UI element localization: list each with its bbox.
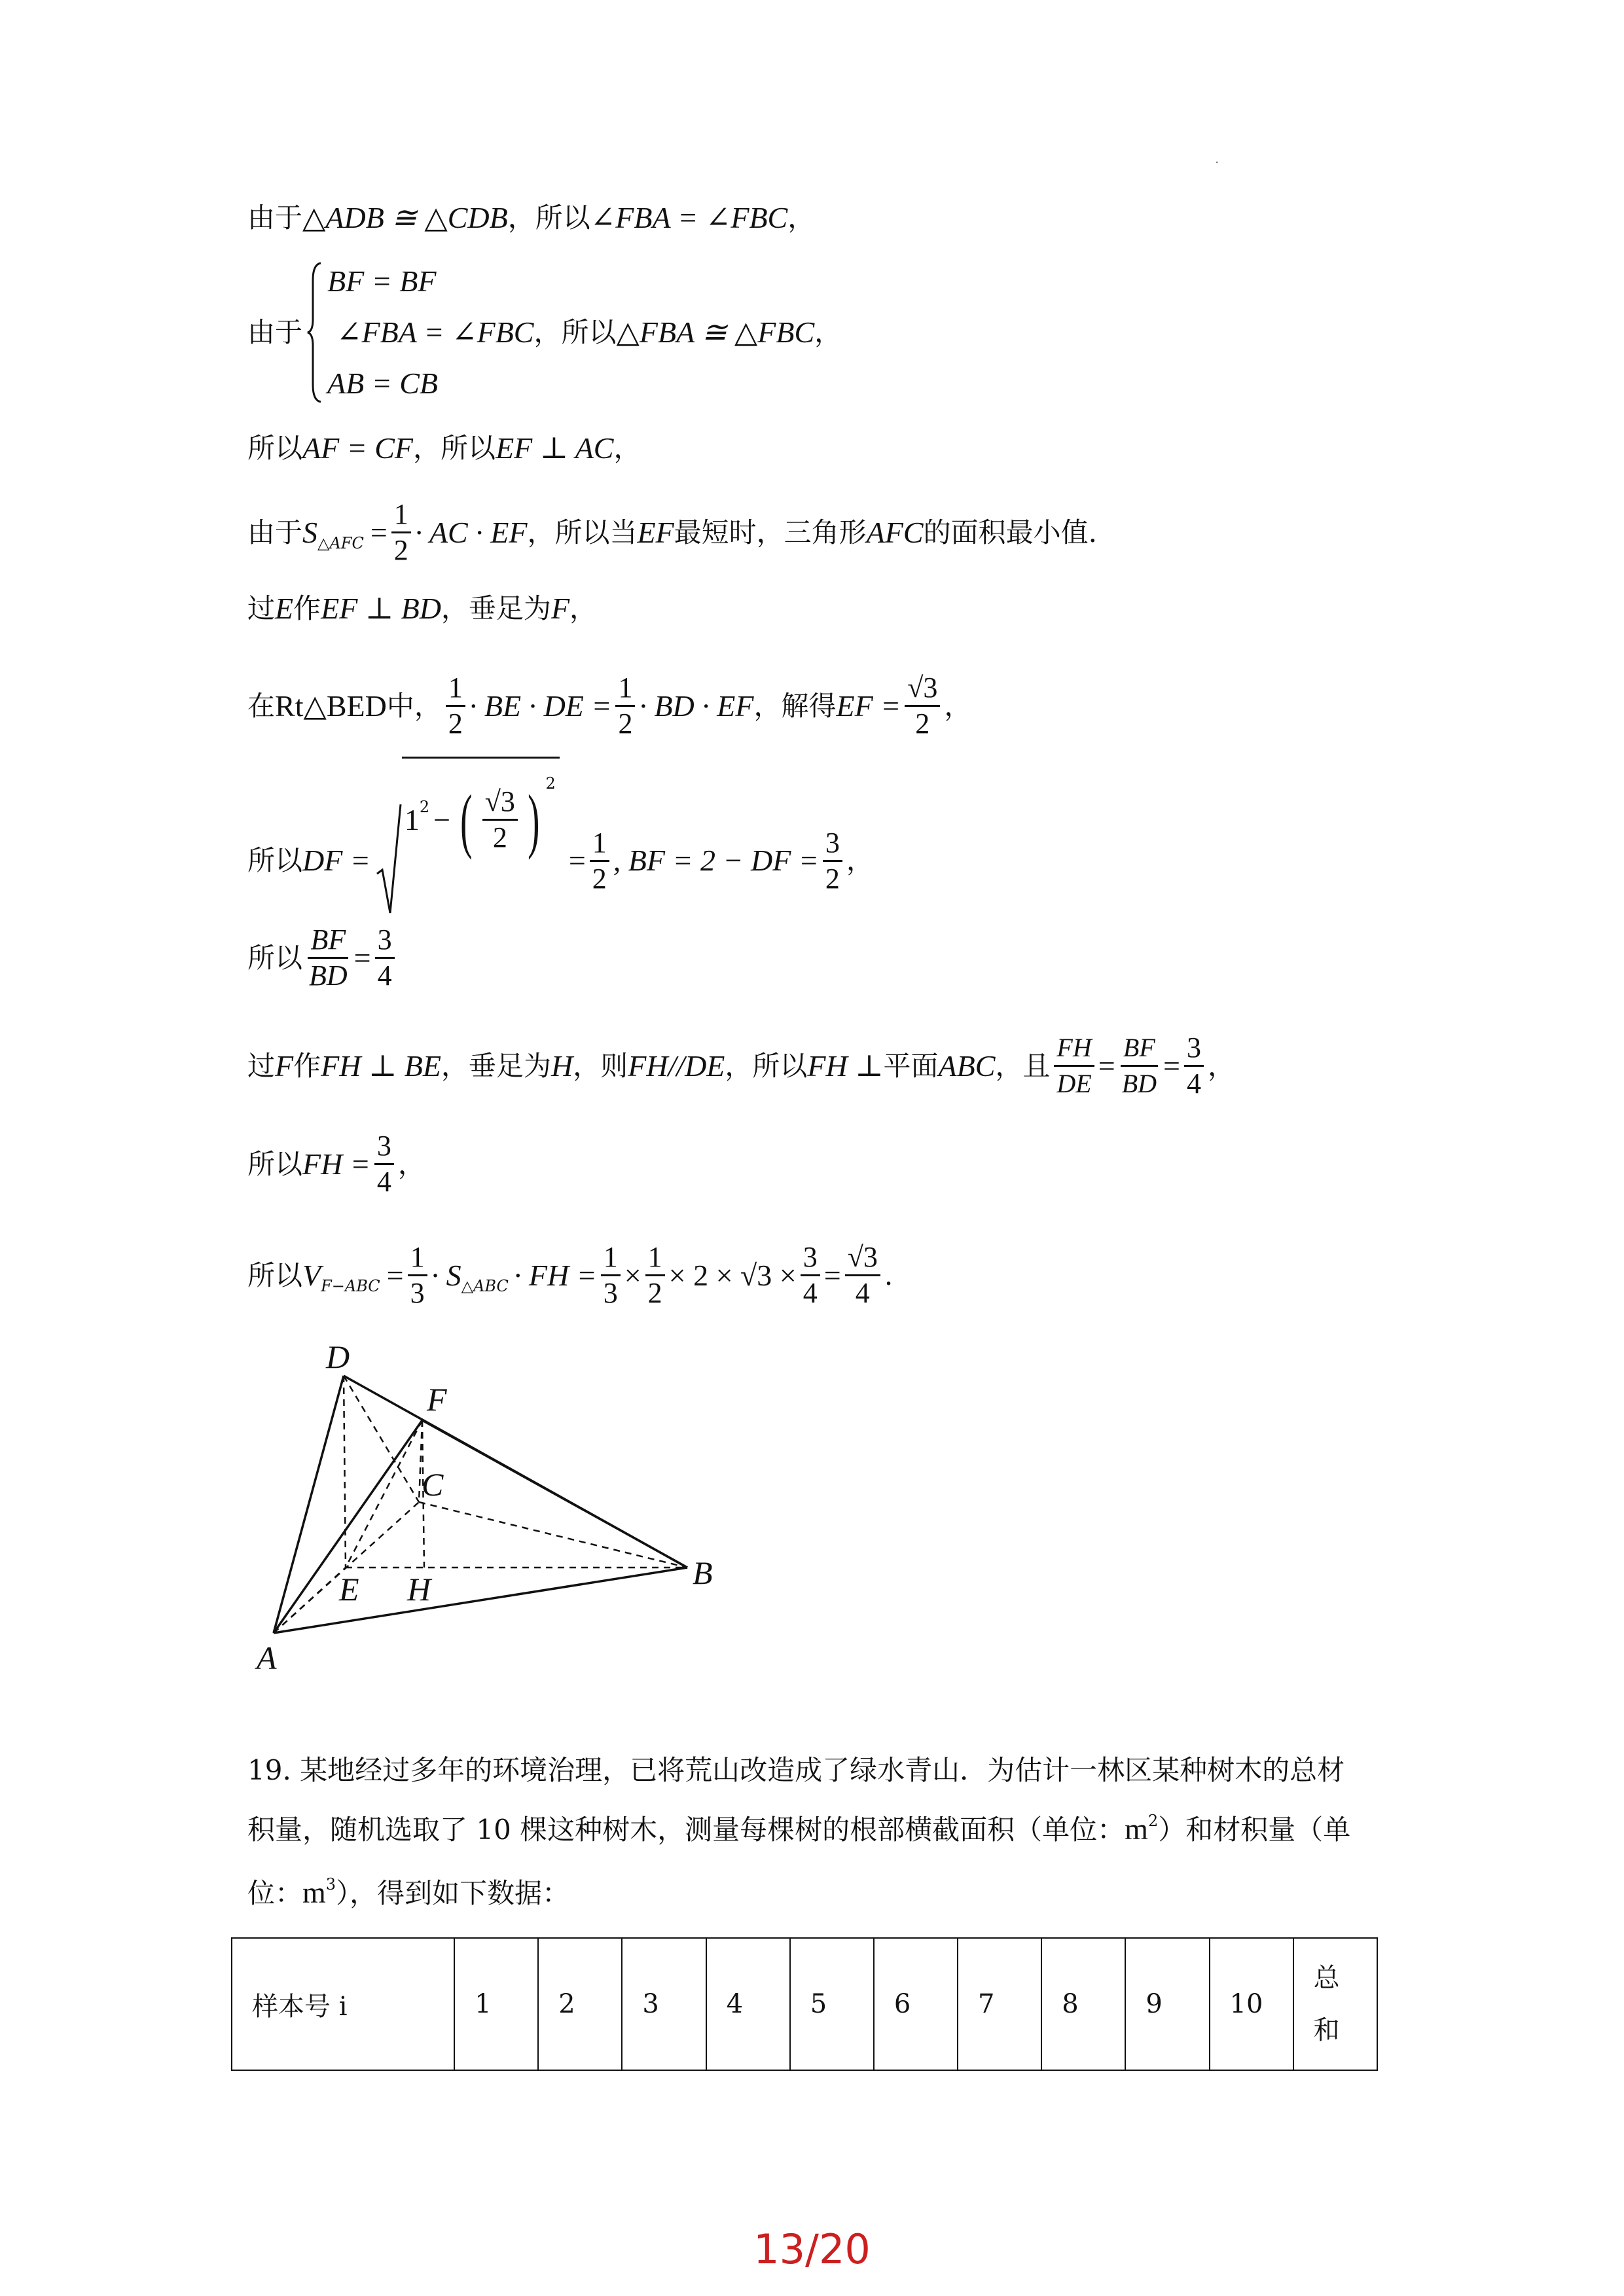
col-cell: 8	[1041, 1938, 1125, 2070]
numerator: 3	[374, 1129, 394, 1165]
fraction	[645, 1240, 665, 1310]
fraction	[1184, 1031, 1204, 1101]
text: .	[884, 1259, 893, 1291]
fraction	[823, 826, 842, 896]
math: H	[550, 1049, 573, 1083]
numerator: BF	[308, 923, 348, 959]
problem-line-3	[247, 1863, 1399, 1927]
fraction	[374, 1129, 394, 1199]
data-table	[231, 1937, 1378, 2071]
denominator: BD	[309, 960, 348, 992]
math: · S	[431, 1258, 461, 1292]
math: · BE · DE =	[469, 689, 612, 723]
fraction	[408, 1240, 427, 1310]
superscript: 2	[1147, 1812, 1159, 1830]
denominator: 2	[618, 708, 633, 740]
math: FH ⊥ BE	[321, 1049, 441, 1083]
text: ，垂足为	[441, 1049, 551, 1082]
text: ，垂足为	[441, 592, 551, 624]
math: =	[386, 1258, 404, 1292]
math: AF = CF	[302, 431, 414, 465]
line-congruence-1	[247, 198, 815, 238]
radicand	[402, 757, 560, 872]
line-df	[247, 774, 874, 920]
numerator: 1	[408, 1240, 427, 1276]
text: 中，	[386, 689, 442, 722]
total-cell	[1293, 1938, 1377, 2070]
denominator: 2	[448, 708, 463, 740]
label-b: B	[693, 1554, 713, 1591]
denominator: 3	[410, 1277, 425, 1309]
math: · AC · EF	[414, 515, 528, 549]
math: FH =	[302, 1147, 370, 1181]
denominator: 2	[825, 862, 840, 895]
text: ，	[569, 592, 598, 624]
math: EF ⊥ BD	[321, 592, 441, 625]
tetrahedron-figure	[242, 1322, 740, 1689]
denominator: 4	[803, 1277, 818, 1309]
numerator: √3	[482, 785, 518, 821]
text: ，所以	[533, 316, 617, 348]
text: ，所以	[413, 432, 496, 464]
line-bf-bd	[247, 923, 399, 993]
text: ，所以	[507, 202, 590, 234]
corner-dot: .	[1215, 151, 1219, 166]
numerator: √3	[905, 671, 940, 707]
label-c: C	[422, 1466, 444, 1503]
math: DF =	[302, 844, 370, 877]
math: EF ⊥ AC	[496, 431, 614, 465]
math: · FH =	[513, 1258, 597, 1292]
fraction	[446, 671, 465, 741]
math: EF	[637, 515, 674, 549]
system-row-1	[327, 262, 436, 301]
fraction	[482, 785, 518, 855]
text: ，所以当	[527, 516, 638, 548]
col-cell: 9	[1125, 1938, 1209, 2070]
text: ，	[397, 1147, 425, 1180]
math: △ADB ≅ △CDB	[302, 201, 508, 234]
numerator: 1	[645, 1240, 665, 1276]
math: , BF = 2 − DF =	[613, 844, 819, 877]
math: =	[370, 515, 388, 549]
line-volume	[247, 1240, 893, 1310]
text: 所以	[247, 941, 303, 974]
problem-line-2	[247, 1800, 1399, 1863]
math: F	[550, 592, 570, 625]
math: FH//DE	[628, 1049, 725, 1083]
text: ，	[814, 316, 842, 348]
fraction	[375, 923, 395, 993]
col-cell: 3	[622, 1938, 706, 2070]
system-row-3	[327, 364, 438, 403]
col-cell: 7	[958, 1938, 1041, 2070]
numerator: 3	[823, 826, 842, 862]
text: 过	[247, 1049, 276, 1082]
math: ×	[624, 1258, 641, 1292]
math: =	[353, 941, 371, 975]
edge-fe	[346, 1420, 422, 1568]
table-row	[232, 1938, 1377, 2070]
line-fh-value	[247, 1129, 425, 1199]
text: ，	[846, 844, 874, 876]
math: −	[433, 802, 451, 836]
sqrt-sign	[376, 802, 402, 920]
text: 在	[247, 689, 276, 722]
denominator: 4	[377, 960, 392, 992]
math: ∠FBA = ∠FBC	[590, 201, 788, 234]
unit: m	[302, 1876, 326, 1909]
header-cell: 样本号 i	[232, 1938, 454, 2070]
line-area	[247, 497, 1097, 567]
fraction	[391, 497, 411, 567]
numerator: 1	[601, 1240, 621, 1276]
text: ，	[944, 689, 972, 722]
denominator: 2	[592, 862, 607, 895]
left-brace	[306, 260, 326, 404]
text: 作	[293, 1049, 321, 1082]
label-a: A	[257, 1640, 277, 1676]
text: ），得到如下数据：	[336, 1877, 570, 1909]
text: ，则	[573, 1049, 628, 1082]
col-cell: 1	[454, 1938, 538, 2070]
line-rt-triangle	[247, 671, 971, 741]
numerator: 3	[801, 1240, 820, 1276]
math: BF = BF	[327, 264, 437, 298]
numerator: 1	[615, 671, 635, 707]
math: =	[568, 844, 586, 877]
edge-de	[344, 1376, 346, 1568]
right-paren: )	[528, 780, 540, 860]
system-row-2	[247, 313, 842, 352]
text: ，解得	[753, 689, 837, 722]
fraction	[905, 671, 940, 741]
math: EF =	[836, 689, 901, 723]
total-label-2: 和	[1313, 2015, 1340, 2045]
text: ，	[787, 202, 816, 234]
text: ）和材积量（单	[1158, 1814, 1351, 1846]
denominator: 3	[603, 1277, 618, 1309]
math: AFC	[866, 515, 924, 549]
math: =	[1098, 1049, 1115, 1083]
label-e: E	[339, 1571, 359, 1607]
math: AB = CB	[327, 367, 439, 400]
math: E	[275, 592, 294, 625]
text: 所以	[247, 1147, 303, 1180]
col-cell: 5	[790, 1938, 874, 2070]
col-cell: 4	[706, 1938, 790, 2070]
denominator: 2	[492, 821, 507, 853]
superscript: 2	[545, 774, 556, 793]
denominator: BD	[1121, 1069, 1157, 1098]
subscript: △ABC	[461, 1276, 509, 1295]
denominator: 4	[376, 1166, 391, 1198]
label-f: F	[427, 1381, 447, 1418]
fraction	[801, 1240, 820, 1310]
math: △FBA ≅ △FBC	[616, 315, 815, 349]
numerator: 3	[1184, 1031, 1204, 1067]
text: 作	[293, 592, 321, 624]
math: V	[302, 1258, 321, 1292]
fraction	[590, 826, 609, 896]
superscript: 2	[419, 797, 430, 816]
math: =	[823, 1258, 841, 1292]
math: ABC	[938, 1049, 996, 1083]
col-cell: 6	[874, 1938, 958, 2070]
text: 平面	[883, 1049, 939, 1082]
col-cell: 2	[538, 1938, 622, 2070]
numerator: 1	[446, 671, 465, 707]
problem-line-1: 19. 某地经过多年的环境治理，已将荒山改造成了绿水青山．为估计一林区某种树木的总材	[247, 1754, 1345, 1786]
text: ，	[1207, 1049, 1235, 1082]
denominator: 2	[915, 708, 930, 740]
total-label-1: 总	[1313, 1963, 1340, 1993]
fraction	[615, 671, 635, 741]
fraction	[601, 1240, 621, 1310]
text: 积量，随机选取了 10 棵这种树木，测量每棵树的根部横截面积（单位：	[247, 1814, 1125, 1846]
math: =	[1163, 1049, 1180, 1083]
text: 的面积最小值.	[923, 516, 1097, 548]
math: S	[302, 515, 318, 549]
denominator: 4	[1186, 1067, 1201, 1100]
text: 所以	[247, 844, 303, 876]
fraction	[1054, 1031, 1094, 1101]
denominator: 2	[647, 1277, 662, 1309]
math: 1	[404, 802, 420, 836]
text: 由于	[247, 316, 303, 348]
text: ，且	[995, 1049, 1051, 1082]
text: 最短时，三角形	[674, 516, 867, 548]
text: 过	[247, 592, 276, 624]
edge-dc	[344, 1376, 419, 1502]
fraction	[306, 923, 350, 993]
line-fh	[247, 1031, 1235, 1101]
subscript: F−ABC	[321, 1276, 380, 1295]
left-paren: (	[460, 780, 473, 860]
numerator: 1	[590, 826, 609, 862]
text: 由于	[247, 516, 303, 548]
numerator: 1	[391, 497, 411, 533]
line-af-cf	[247, 429, 641, 468]
denominator: 2	[393, 534, 408, 566]
numerator: FH	[1054, 1031, 1094, 1067]
problem-19	[247, 1741, 1399, 1927]
text: 位：	[247, 1877, 303, 1909]
text: 所以	[247, 432, 303, 464]
label-h: H	[407, 1571, 431, 1607]
edge-fb	[422, 1420, 687, 1568]
line-perp-ef	[247, 589, 597, 628]
text: ，所以	[725, 1049, 808, 1082]
math: · BD · EF	[639, 689, 754, 723]
denominator: DE	[1056, 1069, 1092, 1098]
math: F	[275, 1049, 294, 1083]
unit: m	[1125, 1812, 1148, 1846]
text: 所以	[247, 1259, 303, 1291]
edge-cb	[419, 1502, 687, 1568]
text: ，	[613, 432, 641, 464]
math: FH ⊥	[807, 1049, 884, 1083]
math: × 2 × √3 ×	[668, 1258, 797, 1292]
numerator: √3	[845, 1240, 880, 1276]
math: ∠FBA = ∠FBC	[336, 315, 534, 349]
numerator: 3	[375, 923, 395, 959]
edge-da	[274, 1376, 344, 1633]
text: 由于	[247, 202, 303, 234]
page-number: 13/20	[753, 2225, 871, 2273]
math: Rt△BED	[275, 689, 387, 723]
subscript: △AFC	[317, 533, 364, 552]
col-cell: 10	[1210, 1938, 1293, 2070]
numerator: BF	[1121, 1031, 1158, 1067]
denominator: 4	[855, 1277, 870, 1309]
fraction	[1119, 1031, 1159, 1101]
label-d: D	[326, 1338, 350, 1375]
fraction	[845, 1240, 880, 1310]
superscript: 3	[325, 1875, 336, 1893]
